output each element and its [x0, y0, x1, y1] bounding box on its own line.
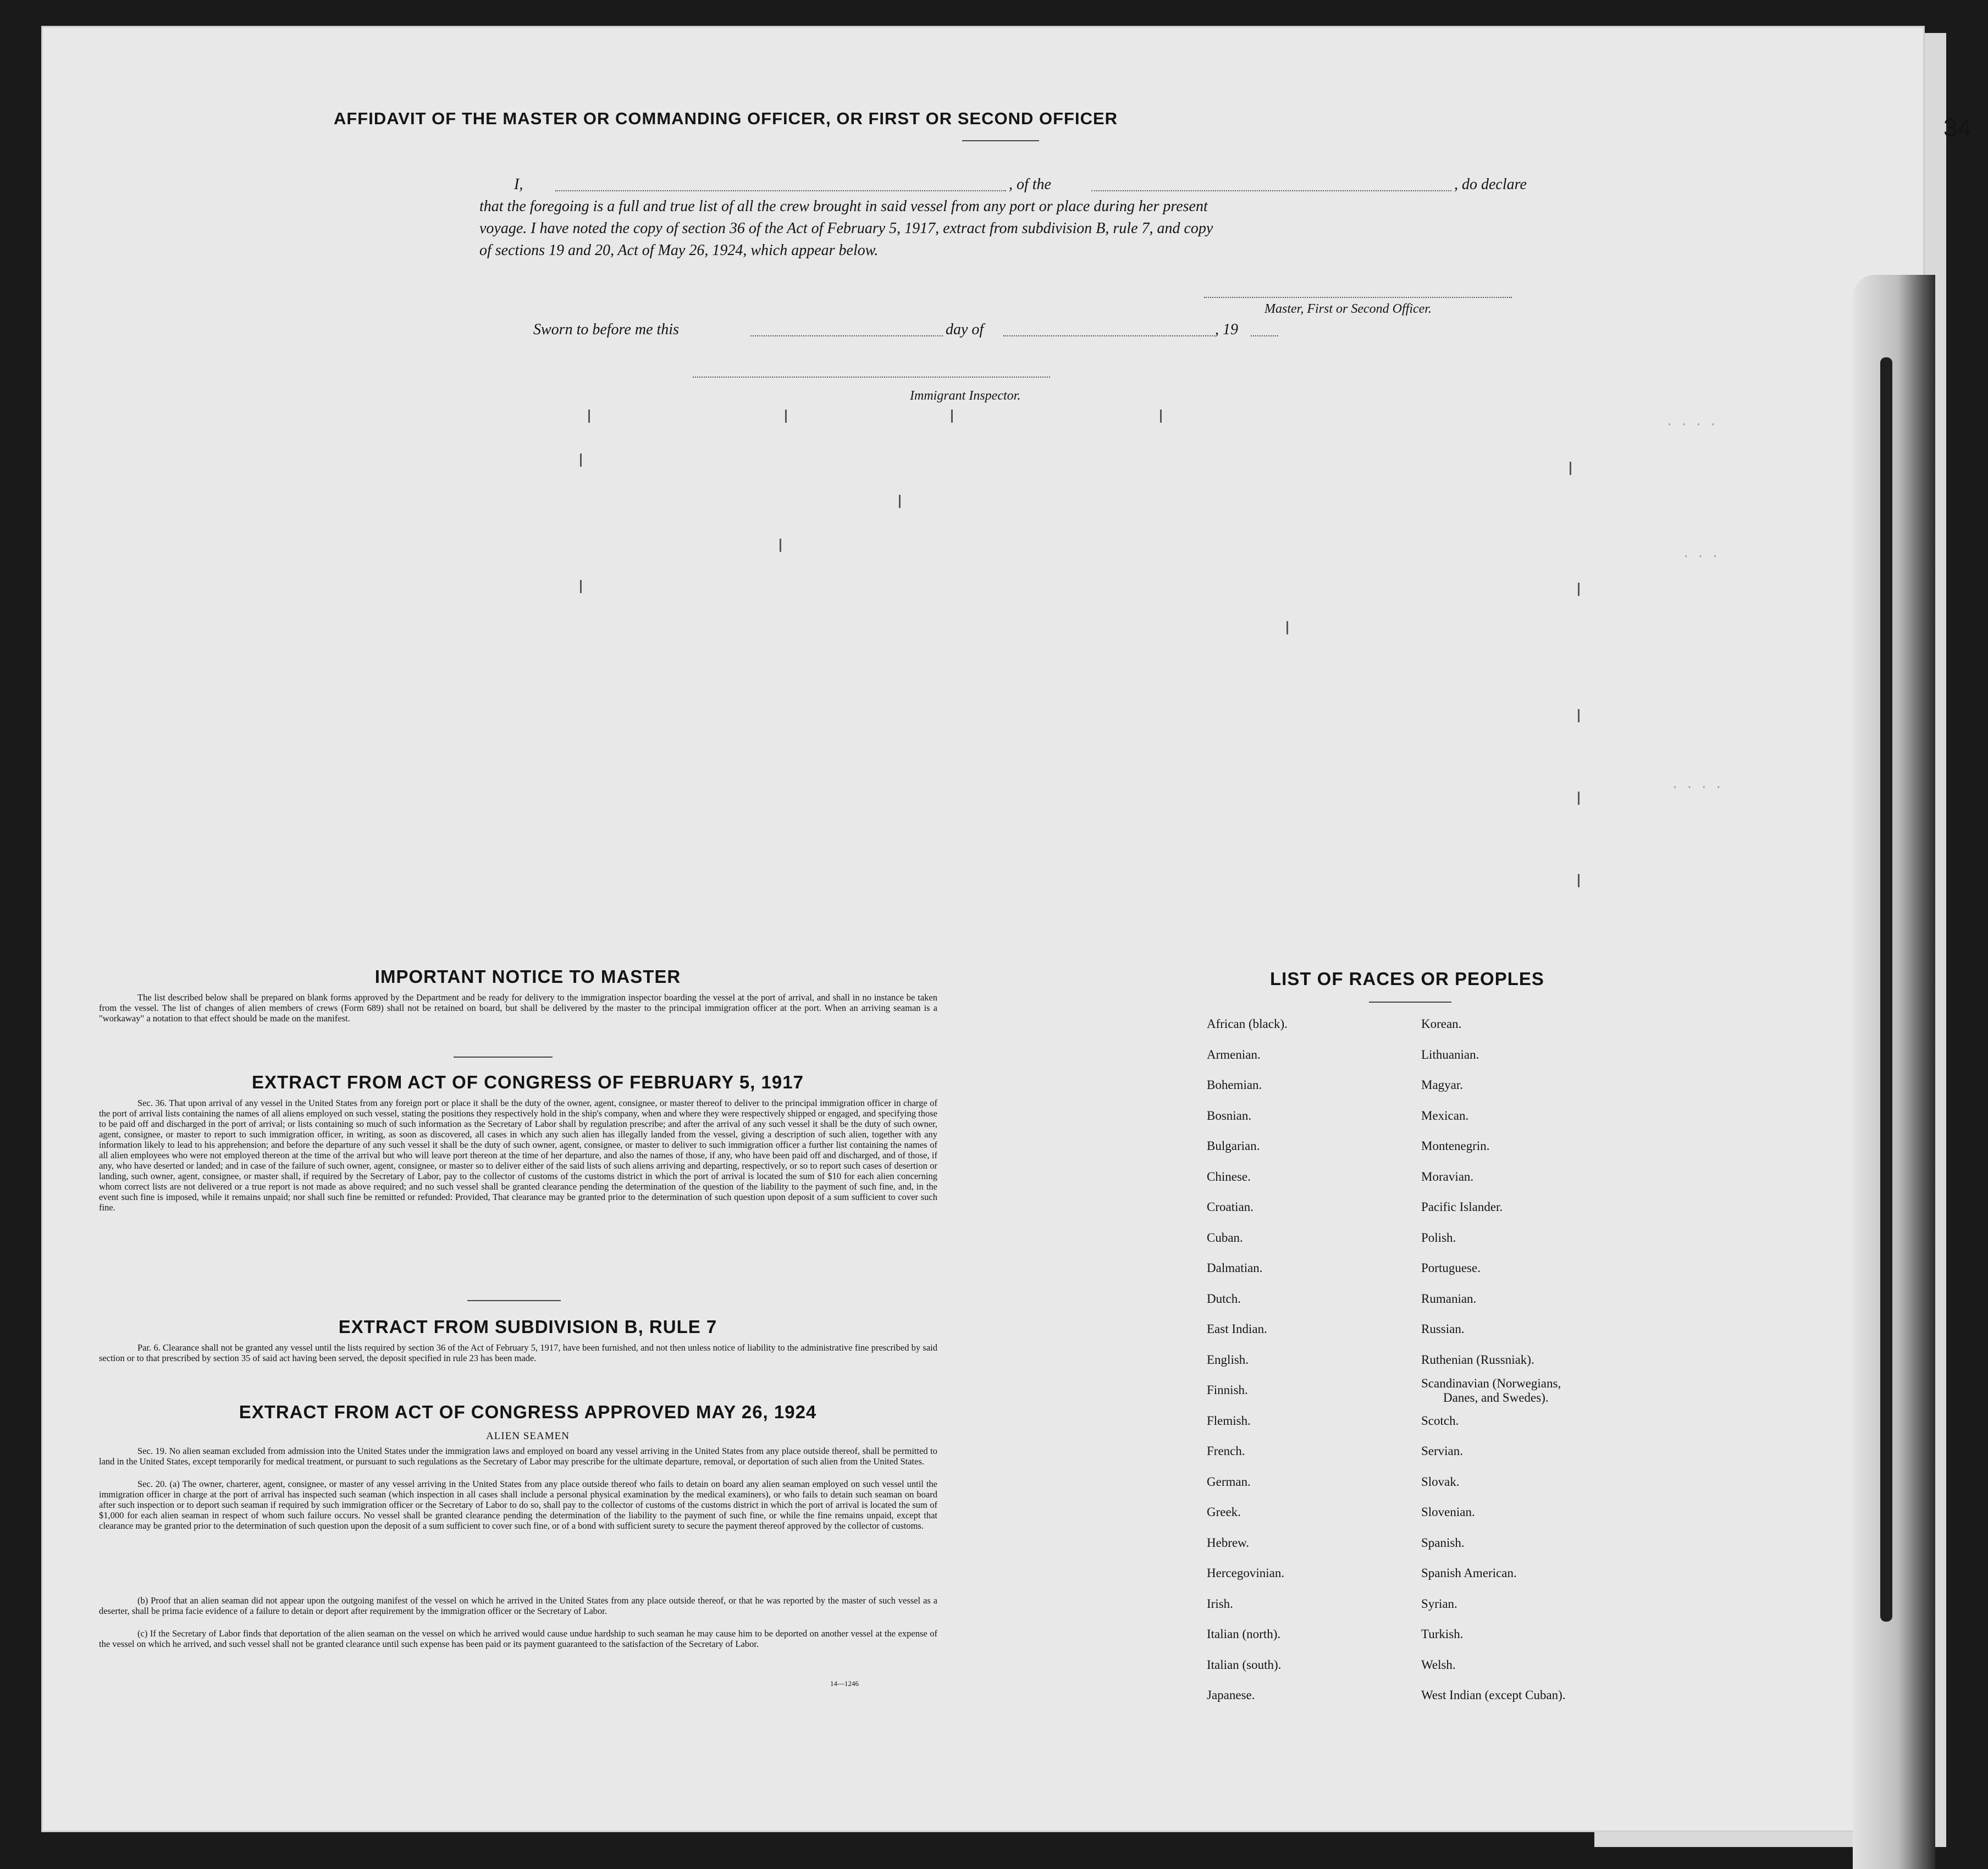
race-item: Danes, and Swedes). — [1443, 1391, 1549, 1404]
declaration-line-1: that the foregoing is a full and true list of all the crew brought in said vessel from any port or place during her present — [479, 198, 1208, 215]
race-item: Russian. — [1421, 1322, 1465, 1336]
sec20c-body: (c) If the Secretary of Labor finds that deportation of the alien seaman on the vessel on which he arrived would cause undue hardship to such seaman he may cause him to be deported on another vessel at the expense of the vessel on which he arrived, and such vessel shall not be granted clearance until such expense has been paid or its payment guaranteed to the satisfaction of the Secretary of Labor. — [99, 1628, 937, 1649]
bleed-through-mark — [1570, 462, 1571, 475]
inspector-signature-line[interactable] — [693, 377, 1050, 378]
year-label: , 19 — [1215, 321, 1238, 338]
bleed-through-mark: · · · · — [1671, 781, 1722, 794]
race-item: East Indian. — [1207, 1322, 1267, 1336]
of-the-label: , of the — [1009, 176, 1051, 193]
race-item: Dutch. — [1207, 1291, 1241, 1306]
race-item: Irish. — [1207, 1596, 1233, 1611]
race-item: Scandinavian (Norwegians, — [1421, 1376, 1561, 1390]
extract-1917-body: Sec. 36. That upon arrival of any vessel in the United States from any foreign port or place it shall be the duty of the owner, agent, consignee, or master thereof to deliver to the principal immigration officer in charge of the port of arrival lists containing the names of all aliens employed on such vessel, stating the positions they respectively hold in the ship's company, when and where they were respectively shipped or engaged, and specifying those to be paid off and discharged in the port of arrival; or lists containing so much of such information as the Secretary of Labor shall by regulation prescribe; and after the arrival of any such vessel it shall be the duty of such owner, agent, consignee, or master to report to such immigration officer, in writing, as soon as discovered, all cases in which any such alien has illegally landed from the vessel, giving a description of such alien, together with any information likely to lead to his apprehension; and before the departure of any such vessel it shall be the duty of such owner, agent, consignee, or master to deliver to such immigration officer a further list containing the names of all alien employees who were not employed thereon at the time of the arrival but who will leave port thereon at the time of her departure, and also the names of those, if any, who have been paid off and discharged, and of those, if any, who have deserted or landed; and in case of the failure of such owner, agent, consignee, or master so to deliver either of the said lists of such aliens arriving and departing, respectively, or so to report such cases of desertion or landing, such owner, agent, consignee, or master shall, if required by the Secretary of Labor, pay to the collector of customs of the customs district in which the port of arrival is located the sum of $10 for each alien concerning whom correct lists are not delivered or a true report is not made as above required; and no such vessel shall be granted clearance pending the determination of the question of the liability to the payment of such fine, and, in the event such fine is imposed, while it remains unpaid; nor shall such fine be remitted or refunded: Provided, That clearance may be granted prior to the determination of such question upon deposit of a sum sufficient to cover such fine. — [99, 1098, 937, 1213]
page-number: 34 — [1943, 113, 1972, 142]
bleed-through-mark — [785, 410, 787, 423]
bleed-through-mark — [1578, 874, 1580, 887]
race-item: Scotch. — [1421, 1413, 1459, 1428]
race-item: Italian (north). — [1207, 1627, 1281, 1641]
race-item: Servian. — [1421, 1444, 1464, 1458]
rule7-title: EXTRACT FROM SUBDIVISION B, RULE 7 — [338, 1317, 717, 1337]
affidavit-i-label: I, — [514, 176, 523, 193]
race-item: Japanese. — [1207, 1688, 1255, 1702]
title-divider — [962, 140, 1039, 141]
race-item: Ruthenian (Russniak). — [1421, 1352, 1534, 1367]
races-title: LIST OF RACES OR PEOPLES — [1270, 969, 1544, 989]
bleed-through-mark — [1286, 621, 1288, 634]
race-item: Polish. — [1421, 1230, 1456, 1245]
sworn-month-field[interactable] — [1003, 320, 1215, 336]
race-item: Hercegovinian. — [1207, 1566, 1285, 1580]
race-item: Portuguese. — [1421, 1261, 1481, 1275]
bleed-through-mark — [899, 495, 901, 508]
bleed-through-mark — [780, 539, 781, 552]
bleed-through-mark: · · · — [1682, 550, 1719, 563]
sec19-body: Sec. 19. No alien seaman excluded from admission into the United States under the immigration laws and employed on board any vessel arriving in the United States from any place outside thereof, shall be permitted to land in the United States, except temporarily for medical treatment, or pursuant to such regulations as the Secretary of Labor may prescribe for the ultimate departure, removal, or deportation of such alien from the United States. — [99, 1446, 937, 1467]
bleed-through-mark — [588, 410, 590, 423]
sworn-year-field[interactable] — [1251, 320, 1278, 336]
race-item: Armenian. — [1207, 1047, 1261, 1061]
section-divider — [467, 1300, 561, 1301]
alien-seamen-subtitle: ALIEN SEAMEN — [486, 1430, 570, 1442]
affidavit-title: AFFIDAVIT OF THE MASTER OR COMMANDING OFFICER, OR FIRST OR SECOND OFFICER — [333, 109, 1118, 128]
master-caption: Master, First or Second Officer. — [1264, 302, 1432, 316]
race-item: Montenegrin. — [1421, 1139, 1490, 1153]
extract-1917-title: EXTRACT FROM ACT OF CONGRESS OF FEBRUARY 5, 1917 — [252, 1072, 804, 1092]
master-name-field[interactable] — [555, 175, 1006, 191]
race-item: Spanish American. — [1421, 1566, 1517, 1580]
declaration-line-3: of sections 19 and 20, Act of May 26, 1924, which appear below. — [479, 242, 879, 259]
race-item: Spanish. — [1421, 1535, 1465, 1550]
form-sheet — [43, 27, 1923, 1831]
race-item: English. — [1207, 1352, 1249, 1367]
race-item: Rumanian. — [1421, 1291, 1477, 1306]
race-item: Chinese. — [1207, 1169, 1251, 1184]
vessel-name-field[interactable] — [1091, 175, 1451, 191]
sec20b-body: (b) Proof that an alien seaman did not appear upon the outgoing manifest of the vessel on which he arrived in the United States from any place outside thereof, or that he was reported by the master of such vessel as a deserter, shall be prima facie evidence of a failure to detain or deport after requirement by the immigration officer or the Secretary of Labor. — [99, 1595, 937, 1616]
race-item: Dalmatian. — [1207, 1261, 1263, 1275]
races-divider — [1369, 1002, 1451, 1003]
notice-body: The list described below shall be prepared on blank forms approved by the Department and be ready for delivery to the immigration inspector boarding the vessel at the port of arrival, and shall in no instance be taken from the vessel. The list of changes of alien members of crews (Form 689) shall not be retained on board, but shall be delivered by the master to the principal immigration officer at the port. When an arriving seaman is a "workaway" a notation to that effect should be made on the manifest. — [99, 992, 937, 1024]
race-item: Welsh. — [1421, 1657, 1456, 1672]
section-divider — [454, 1057, 553, 1058]
bleed-through-mark — [1578, 583, 1580, 596]
inspector-caption: Immigrant Inspector. — [910, 389, 1021, 403]
race-item: Slovak. — [1421, 1474, 1460, 1489]
race-item: Moravian. — [1421, 1169, 1474, 1184]
race-item: Magyar. — [1421, 1078, 1464, 1092]
sworn-day-field[interactable] — [750, 320, 943, 336]
race-item: German. — [1207, 1474, 1251, 1489]
extract-1924-title: EXTRACT FROM ACT OF CONGRESS APPROVED MAY 26, 1924 — [239, 1402, 817, 1422]
race-item: Slovenian. — [1421, 1505, 1475, 1519]
sworn-label: Sworn to before me this — [533, 321, 679, 338]
race-item: Croatian. — [1207, 1200, 1253, 1214]
page-edge-shadow — [1853, 275, 1935, 1869]
bleed-through-mark — [580, 454, 582, 467]
declare-label: , do declare — [1454, 176, 1527, 193]
bleed-through-mark — [580, 580, 582, 593]
sec20a-body: Sec. 20. (a) The owner, charterer, agent, consignee, or master of any vessel arriving in the United States from any place outside thereof who fails to detain on board any alien seaman employed on such vessel until the immigration officer in charge at the port of arrival has inspected such seaman (which inspection in all cases shall include a personal physical examination by the medical examiners), or who fails to detain such seaman on board after such inspection or to deport such seaman if required by such immigration officer or the Secretary of Labor to do so, shall pay to the collector of customs of the customs district in which the port of arrival is located the sum of $1,000 for each alien seaman in respect of whom such failure occurs. No vessel shall be granted clearance pending the determination of the liability to the payment of such fine, or while the fine remains unpaid, except that clearance may be granted prior to the determination of such question upon the deposit of a sum sufficient to cover such fine, or of a bond with sufficient surety to secure the payment thereof approved by the collector of customs. — [99, 1479, 937, 1531]
day-of-label: day of — [946, 321, 984, 338]
race-item: Bosnian. — [1207, 1108, 1252, 1122]
race-item: Turkish. — [1421, 1627, 1464, 1641]
race-item: Finnish. — [1207, 1383, 1248, 1397]
race-item: Cuban. — [1207, 1230, 1243, 1245]
rule7-body: Par. 6. Clearance shall not be granted any vessel until the lists required by section 36 of the Act of February 5, 1917, have been furnished, and not then unless notice of liability to the administrative fine prescribed by said section or to that prescribed by section 35 of said act having been served, the deposit specified in rule 23 has been made. — [99, 1342, 937, 1363]
bleed-through-mark — [1578, 792, 1580, 805]
race-item: Korean. — [1421, 1017, 1462, 1031]
race-item: French. — [1207, 1444, 1245, 1458]
form-number: 14—1246 — [830, 1679, 859, 1688]
race-item: Greek. — [1207, 1505, 1241, 1519]
race-item: African (black). — [1207, 1017, 1288, 1031]
bleed-through-mark: · · · · — [1666, 418, 1717, 432]
declaration-line-2: voyage. I have noted the copy of section 36 of the Act of February 5, 1917, extract from subdivision B, rule 7, and copy — [479, 220, 1213, 237]
race-item: Bohemian. — [1207, 1078, 1262, 1092]
race-item: West Indian (except Cuban). — [1421, 1688, 1566, 1702]
race-item: Lithuanian. — [1421, 1047, 1479, 1061]
race-item: Hebrew. — [1207, 1535, 1250, 1550]
notice-title: IMPORTANT NOTICE TO MASTER — [374, 966, 681, 987]
page-fold — [1880, 357, 1892, 1622]
bleed-through-mark — [1578, 709, 1580, 722]
race-item: Mexican. — [1421, 1108, 1469, 1122]
race-item: Italian (south). — [1207, 1657, 1282, 1672]
race-item: Flemish. — [1207, 1413, 1251, 1428]
race-item: Bulgarian. — [1207, 1139, 1260, 1153]
race-item: Pacific Islander. — [1421, 1200, 1503, 1214]
bleed-through-mark — [1160, 410, 1162, 423]
bleed-through-mark — [951, 410, 953, 423]
race-item: Syrian. — [1421, 1596, 1457, 1611]
